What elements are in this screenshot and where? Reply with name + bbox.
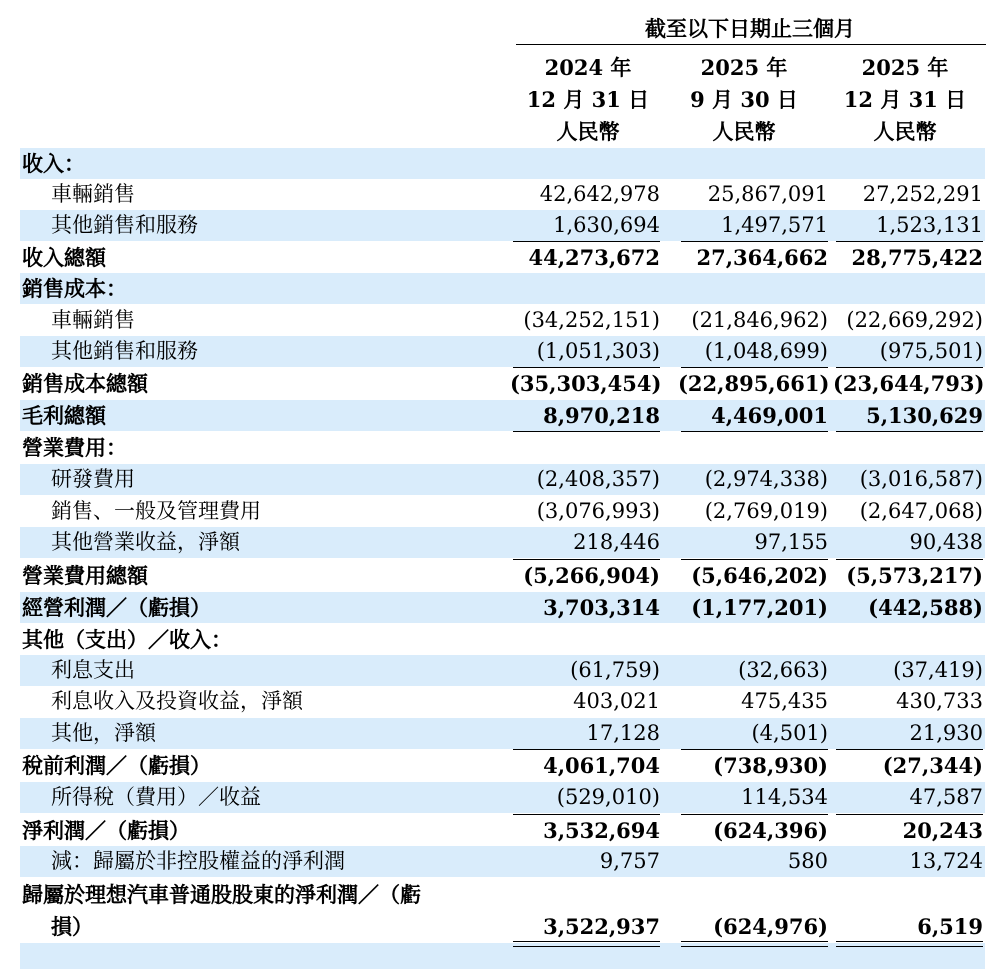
divider — [513, 241, 660, 242]
row-label: 毛利總額 — [22, 403, 106, 428]
divider — [513, 814, 660, 815]
column-header-3 — [825, 52, 985, 148]
table-row — [20, 846, 985, 877]
cell-value: 3,532,694 — [543, 818, 660, 843]
row-label: 車輛銷售 — [51, 182, 135, 206]
row-label: 銷售、一般及管理費用 — [51, 499, 261, 523]
column-currency: 人民幣 — [712, 119, 776, 144]
double-underline — [681, 941, 828, 947]
cell-value: 6,519 — [917, 914, 983, 939]
divider — [836, 431, 983, 432]
cell-value: 25,867,091 — [707, 182, 828, 206]
cell-value: (5,573,217) — [846, 563, 983, 588]
table-row-attributable-label — [20, 879, 985, 910]
row-label: 利息支出 — [51, 658, 135, 682]
row-label: 其他，淨額 — [51, 721, 156, 745]
row-label: 其他（支出）／收入： — [22, 627, 232, 652]
table-row — [20, 464, 985, 495]
cell-value: (3,076,993) — [536, 499, 660, 523]
row-label: 利息收入及投資收益，淨額 — [51, 689, 303, 713]
cell-value: 21,930 — [909, 721, 983, 745]
table-row-gross-profit — [20, 400, 985, 431]
cell-value: 403,021 — [573, 689, 660, 713]
cell-value: (624,976) — [713, 914, 828, 939]
table-row — [20, 210, 985, 241]
row-label: 銷售成本： — [22, 276, 127, 301]
column-year: 2025 年 — [861, 55, 949, 80]
cell-value: (624,396) — [713, 818, 828, 843]
cell-value: 114,534 — [741, 785, 828, 809]
table-row-total-operating-expenses — [20, 560, 985, 591]
cell-value: 28,775,422 — [851, 245, 983, 270]
row-label: 其他銷售和服務 — [51, 339, 198, 363]
row-label: 歸屬於理想汽車普通股股東的淨利潤／（虧 — [22, 882, 421, 907]
cell-value: 3,522,937 — [543, 914, 660, 939]
column-year: 2024 年 — [544, 55, 632, 80]
cell-value: (1,048,699) — [704, 339, 828, 363]
cell-value: (2,974,338) — [704, 467, 828, 491]
row-label: 經營利潤／（虧損） — [22, 595, 211, 620]
double-underline — [836, 941, 983, 947]
cell-value: 90,438 — [909, 530, 983, 554]
cell-value: (37,419) — [893, 658, 983, 682]
cell-value: 44,273,672 — [528, 245, 660, 270]
cell-value: (34,252,151) — [523, 308, 660, 332]
divider — [681, 241, 828, 242]
divider — [836, 367, 983, 368]
cell-value: (32,663) — [738, 658, 828, 682]
row-label: 損） — [51, 914, 93, 939]
section-header-revenue — [20, 148, 985, 179]
cell-value: 430,733 — [896, 689, 983, 713]
table-row-operating-profit — [20, 592, 985, 623]
cell-value: (1,177,201) — [691, 595, 828, 620]
cell-value: (35,303,454) — [510, 371, 662, 396]
cell-value: (22,895,661) — [678, 371, 830, 396]
column-currency: 人民幣 — [556, 119, 620, 144]
cell-value: 1,630,694 — [553, 213, 660, 237]
cell-value: 1,497,571 — [721, 213, 828, 237]
column-currency: 人民幣 — [873, 119, 937, 144]
cell-value: 3,703,314 — [543, 595, 660, 620]
cell-value: (529,010) — [556, 785, 660, 809]
divider — [681, 814, 828, 815]
column-header-2 — [664, 52, 824, 148]
table-row — [20, 179, 985, 210]
cell-value: (1,051,303) — [536, 339, 660, 363]
row-label: 收入： — [22, 151, 85, 176]
cell-value: 47,587 — [909, 785, 983, 809]
divider — [681, 749, 828, 750]
double-underline — [513, 941, 660, 947]
period-underline — [516, 44, 986, 45]
table-row — [20, 527, 985, 558]
row-label: 銷售成本總額 — [22, 371, 148, 396]
cell-value: 97,155 — [754, 530, 828, 554]
cell-value: 4,469,001 — [711, 403, 828, 428]
table-row-profit-before-tax — [20, 750, 985, 781]
table-row — [20, 305, 985, 336]
table-row-total-revenue — [20, 242, 985, 273]
row-label: 車輛銷售 — [51, 308, 135, 332]
cell-value: (4,501) — [751, 721, 828, 745]
column-date: 9 月 30 日 — [690, 87, 798, 112]
cell-value: 20,243 — [902, 818, 983, 843]
cell-value: (2,769,019) — [704, 499, 828, 523]
row-label: 減：歸屬於非控股權益的淨利潤 — [51, 849, 345, 873]
column-date: 12 月 31 日 — [526, 87, 650, 112]
cell-value: 17,128 — [586, 721, 660, 745]
cell-value: (2,647,068) — [859, 499, 983, 523]
row-label: 營業費用： — [22, 435, 127, 460]
cell-value: 475,435 — [741, 689, 828, 713]
period-header: 截至以下日期止三個月 — [645, 16, 855, 41]
table-row-total-cost-of-sales — [20, 368, 985, 399]
table-row — [20, 336, 985, 367]
cell-value: (27,344) — [882, 753, 983, 778]
cell-value: (5,266,904) — [523, 563, 660, 588]
divider — [836, 749, 983, 750]
table-row — [20, 496, 985, 527]
cell-value: 580 — [787, 849, 828, 873]
cell-value: 8,970,218 — [543, 403, 660, 428]
divider — [513, 367, 660, 368]
cell-value: 27,364,662 — [696, 245, 828, 270]
cell-value: (61,759) — [570, 658, 660, 682]
cell-value: 1,523,131 — [876, 213, 983, 237]
cell-value: (738,930) — [713, 753, 828, 778]
table-row — [20, 655, 985, 686]
section-header-other — [20, 624, 985, 655]
row-label: 其他銷售和服務 — [51, 213, 198, 237]
cell-value: (21,846,962) — [691, 308, 828, 332]
row-label: 收入總額 — [22, 245, 106, 270]
divider — [513, 749, 660, 750]
table-row — [20, 686, 985, 717]
row-label: 淨利潤／（虧損） — [22, 818, 190, 843]
cell-value: 5,130,629 — [866, 403, 983, 428]
cell-value: 13,724 — [909, 849, 983, 873]
cell-value: 9,757 — [599, 849, 660, 873]
row-label: 所得稅（費用）／收益 — [51, 785, 261, 809]
cell-value: 4,061,704 — [543, 753, 660, 778]
cell-value: (2,408,357) — [536, 467, 660, 491]
cell-value: (975,501) — [879, 339, 983, 363]
divider — [836, 559, 983, 560]
table-row-net-profit — [20, 815, 985, 846]
divider — [681, 559, 828, 560]
cell-value: (5,646,202) — [691, 563, 828, 588]
divider — [513, 559, 660, 560]
row-label: 其他營業收益，淨額 — [51, 530, 240, 554]
cell-value: (442,588) — [868, 595, 983, 620]
cell-value: 42,642,978 — [539, 182, 660, 206]
divider — [681, 367, 828, 368]
section-header-cost-of-sales — [20, 273, 985, 304]
cell-value: 218,446 — [573, 530, 660, 554]
cell-value: (22,669,292) — [846, 308, 983, 332]
row-label: 研發費用 — [51, 467, 135, 491]
cell-value: (23,644,793) — [833, 371, 985, 396]
row-label: 營業費用總額 — [22, 563, 148, 588]
column-year: 2025 年 — [700, 55, 788, 80]
table-row-attributable-profit — [20, 911, 985, 942]
divider — [836, 241, 983, 242]
row-label: 稅前利潤／（虧損） — [22, 753, 211, 778]
divider — [681, 431, 828, 432]
cell-value: 27,252,291 — [862, 182, 983, 206]
section-header-operating-expenses — [20, 432, 985, 463]
column-date: 12 月 31 日 — [843, 87, 967, 112]
divider — [836, 814, 983, 815]
table-row — [20, 782, 985, 813]
table-row — [20, 718, 985, 749]
divider — [513, 431, 660, 432]
cell-value: (3,016,587) — [859, 467, 983, 491]
column-header-1 — [508, 52, 668, 148]
